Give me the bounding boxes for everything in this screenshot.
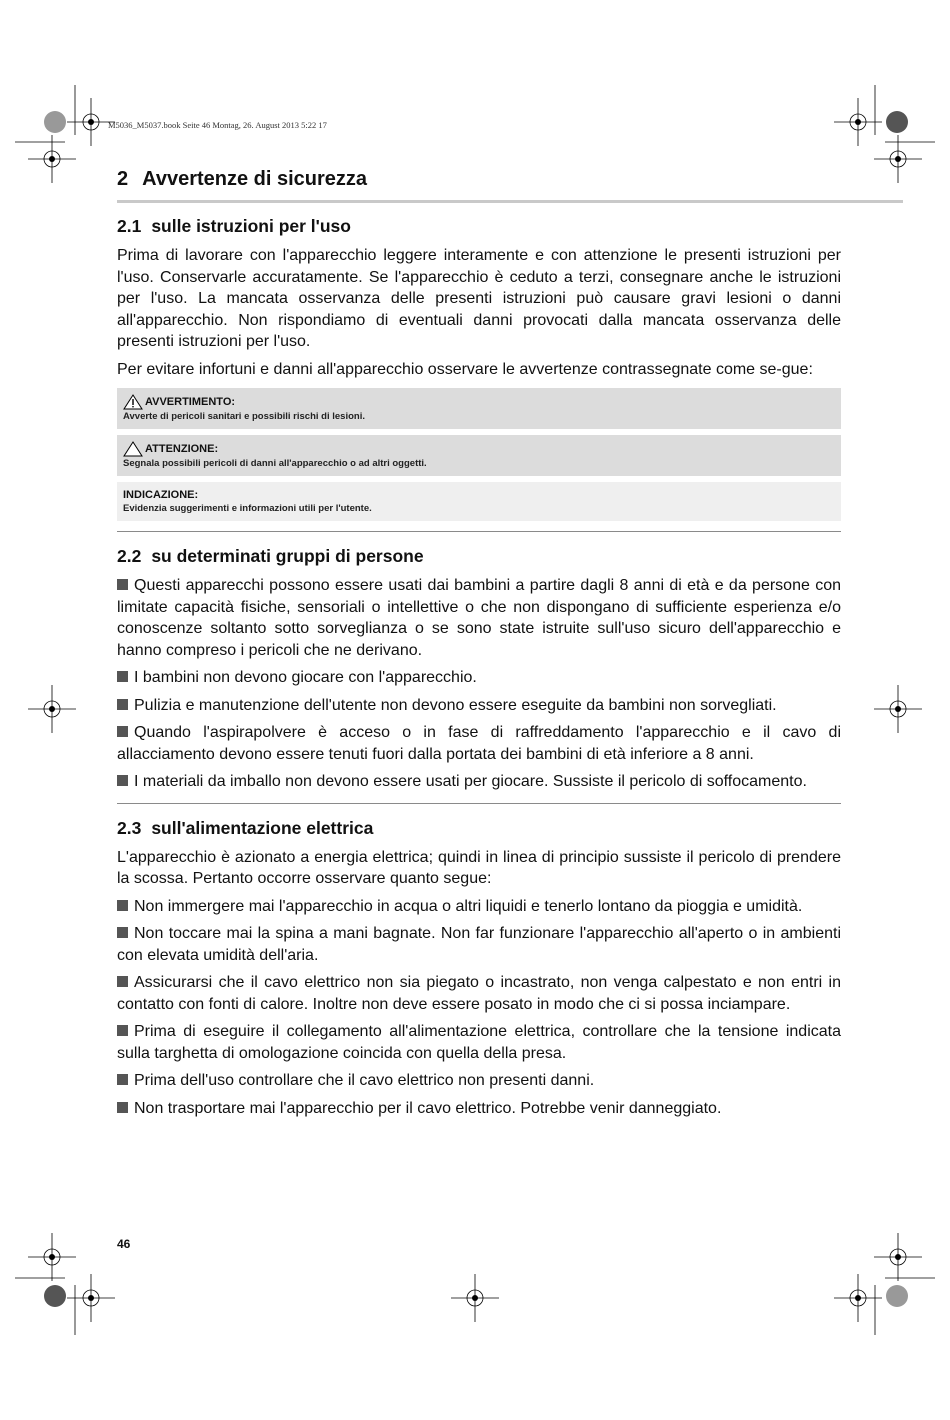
notice-text: Evidenzia suggerimenti e informazioni utili per l'utente. xyxy=(123,503,372,514)
list-item xyxy=(117,896,841,918)
chapter-number: 2 xyxy=(117,168,129,190)
notice-title: AVVERTIMENTO: xyxy=(145,396,236,408)
paragraph: L'apparecchio è azionato a energia elettrica; quindi in linea di principio sussiste il pericolo di prendere la scossa. Pertanto occorre osservare quanto segue: xyxy=(117,848,841,887)
bullet-square-icon xyxy=(117,1102,128,1113)
warning-triangle-icon xyxy=(123,394,143,410)
chapter-title xyxy=(117,168,367,191)
list-item-text: Non toccare mai la spina a mani bagnate. Non far funzionare l'apparecchio all'aperto o in ambienti con elevata umidità dell'aria. xyxy=(117,925,841,964)
section-number: 2.3 xyxy=(117,817,142,838)
bullet-square-icon xyxy=(117,726,128,737)
list-item xyxy=(117,1070,841,1092)
section-heading xyxy=(117,818,841,839)
bullet-square-icon xyxy=(117,671,128,682)
section-title: su determinati gruppi di persone xyxy=(151,546,424,566)
chapter-title-text: Avvertenze di sicurezza xyxy=(142,168,368,190)
list-item-text: Prima dell'uso controllare che il cavo elettrico non presenti danni. xyxy=(134,1072,595,1089)
list-item xyxy=(117,667,841,689)
notice-info xyxy=(117,482,841,521)
section-title: sulle istruzioni per l'uso xyxy=(151,216,351,236)
section-title: sull'alimentazione elettrica xyxy=(151,817,374,838)
bullet-square-icon xyxy=(117,775,128,786)
section-number: 2.1 xyxy=(117,216,142,236)
list-item-text: I materiali da imballo non devono essere usati per giocare. Sussiste il pericolo di soffocamento. xyxy=(134,773,807,790)
notice-title: INDICAZIONE: xyxy=(123,489,199,501)
list-item xyxy=(117,695,841,717)
bullet-square-icon xyxy=(117,1025,128,1036)
list-item-text: Non trasportare mai l'apparecchio per il cavo elettrico. Potrebbe venir danneggiato. xyxy=(134,1099,722,1117)
list-item xyxy=(117,1021,841,1064)
notice-caution xyxy=(117,435,841,476)
chapter-divider xyxy=(117,200,903,203)
list-item-text: Pulizia e manutenzione dell'utente non devono essere eseguite da bambini non sorvegliati. xyxy=(134,696,777,714)
list-item-text: Questi apparecchi possono essere usati dai bambini a partire dagli 8 anni di età e da persone con limitate capacità fisiche, sensoriali o intellettive o che non dispongano di sufficiente esperienza e/o conoscenze soltanto sotto sorveglianza o se sono state istruite sull'uso sicuro dell'apparecchio e hanno compreso i pericoli che ne derivano. xyxy=(117,577,841,659)
paragraph: Per evitare infortuni e danni all'apparecchio osservare le avvertenze contrassegnate come se-gue: xyxy=(117,360,813,378)
bullet-square-icon xyxy=(117,900,128,911)
paragraph: Prima di lavorare con l'apparecchio leggere interamente e con attenzione le presenti istruzioni per l'uso. Conservarle accuratamente. Se l'apparecchio è ceduto a terzi, consegnare anche le istruzioni per l'uso. La mancata osservanza delle presenti istruzioni può causare gravi lesioni o danni all'apparecchio. Non rispondiamo di eventuali danni provocati dalla mancata osservanza delle presenti istruzioni per l'uso. xyxy=(117,247,841,350)
list-item xyxy=(117,575,841,661)
list-item xyxy=(117,771,841,793)
section-heading xyxy=(117,546,841,567)
bullet-square-icon xyxy=(117,699,128,710)
section-2-1 xyxy=(117,216,841,1125)
list-item-text: I bambini non devono giocare con l'apparecchio. xyxy=(134,669,477,686)
bullet-square-icon xyxy=(117,927,128,938)
notice-text: Avverte di pericoli sanitari e possibili rischi di lesioni. xyxy=(123,411,365,422)
bullet-square-icon xyxy=(117,579,128,590)
list-item-text: Assicurarsi che il cavo elettrico non sia piegato o incastrato, non venga calpestato e non entri in contatto con fonti di calore. Inoltre non deve essere posato in modo che ci si possa inciampare. xyxy=(117,974,841,1013)
notice-title: ATTENZIONE: xyxy=(145,443,219,455)
list-item-text: Quando l'aspirapolvere è acceso o in fase di raffreddamento l'apparecchio e il cavo di allacciamento devono essere tenuti fuori dalla portata dei bambini di età inferiore a 8 anni. xyxy=(117,724,841,763)
section-divider xyxy=(117,803,841,804)
list-item-text: Prima di eseguire il collegamento all'alimentazione elettrica, controllare che la tensione indicata sulla targhetta di omologazione coincida con quella della presa. xyxy=(117,1023,841,1062)
section-divider xyxy=(117,531,841,532)
section-heading xyxy=(117,216,841,237)
list-item xyxy=(117,722,841,765)
bullet-square-icon xyxy=(117,976,128,987)
section-number: 2.2 xyxy=(117,546,142,566)
bullet-square-icon xyxy=(117,1074,128,1085)
page-number: 46 xyxy=(117,1237,131,1251)
notice-text: Segnala possibili pericoli di danni all'apparecchio o ad altri oggetti. xyxy=(123,458,427,469)
list-item-text: Non immergere mai l'apparecchio in acqua o altri liquidi e tenerlo lontano da pioggia e umidità. xyxy=(134,897,803,915)
list-item xyxy=(117,972,841,1015)
caution-triangle-icon xyxy=(123,441,143,457)
print-slug: M5036_M5037.book Seite 46 Montag, 26. August 2013 5:22 17 xyxy=(108,120,327,130)
list-item xyxy=(117,1098,841,1120)
list-item xyxy=(117,923,841,966)
notice-warning xyxy=(117,388,841,429)
